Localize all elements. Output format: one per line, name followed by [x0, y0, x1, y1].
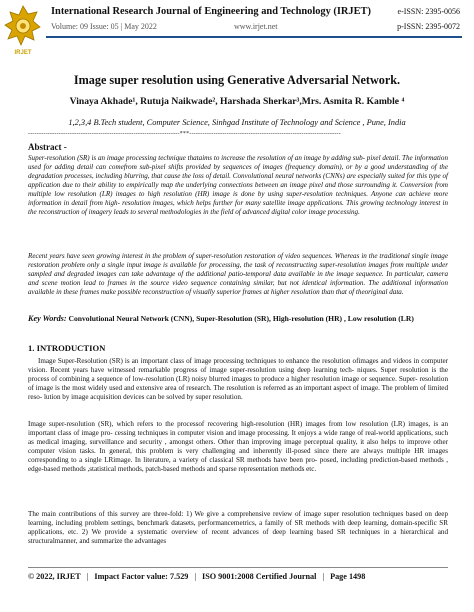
- page-footer: [28, 572, 448, 581]
- abstract-paragraph-2: Recent years have seen growing interest in the problem of super-resolution restoration of video sequences. Whereas in the traditional single image restoration problem only a single input image is available for processing, the task of reconstructing super-resolution images from multiple under sampled and degraded images can take advantage of the additional patio-temporal data available in the image sequence. In particular, camera and scene motion lead to frames in the source video sequence containing similar, but not identical information. The additional information available in these frames make possible reconstruction of visually superior frames at higher resolution than that of theoriginal data.: [28, 252, 448, 297]
- footer-separator: |: [86, 572, 89, 581]
- footer-impact-factor: Impact Factor value: 7.529: [94, 572, 189, 581]
- p-issn: p-ISSN: 2395-0072: [397, 22, 460, 31]
- intro-paragraph-3: The main contributions of this survey are three-fold: 1) We give a comprehensive review of image super resolution techniques based on deep learning, including problem settings, benchmark datasets, performancemetrics, a family of SR methods with deep learning, domain-specific SR applications, etc. 2) We provide a systematic overview of recent advances of deep learning based SR techniques in a hierarchical and structuralmanner, and summarize the advantages: [28, 510, 448, 546]
- abstract-paragraph-1: Super-resolution (SR) is an image processing technique thataims to increase the resolution of an image by adding sub- pixel detail. The information used for adding detail can comefrom sub-pixel shifts provided by sequences of images (frequency domain), or by a good understanding of the degradation processes, including blurring, that cause the loss of detail. Convolutional neural networks (CNNs) are especially suited for this type of application due to their ability to empirically map the underlying connections between an image pixel and those surrounding it. Conversion from multiple low resolution (LR) images to high resolution (HR) image is done by using super-resolution techniques. Anyone can achieve more information in detail from high- resolution images, which helps further for many satellite image applications. This growing technology interest in the reconstruction of imagery leads to several methodologies in the field of advanced digital color image processing.: [28, 154, 448, 217]
- abstract-heading: Abstract -: [28, 142, 67, 152]
- footer-copyright: © 2022, IRJET: [28, 572, 81, 581]
- irjet-logo-icon: [4, 4, 42, 48]
- keywords: [28, 314, 448, 324]
- e-issn: e-ISSN: 2395-0056: [397, 7, 460, 16]
- journal-website-link[interactable]: www.irjet.net: [234, 22, 278, 31]
- footer-page-number: Page 1498: [330, 572, 366, 581]
- footer-iso: ISO 9001:2008 Certified Journal: [202, 572, 317, 581]
- keywords-label: Key Words:: [28, 314, 67, 323]
- affiliation: 1,2,3,4 B.Tech student, Computer Science, Sinhgad Institute of Technology and Science , Pune, India: [68, 118, 406, 127]
- journal-header: [0, 0, 474, 66]
- keywords-text: Convolutional Neural Network (CNN), Super-Resolution (SR), High-resolution (HR) , Low resolution (LR): [66, 314, 414, 323]
- intro-paragraph-1: Image Super-Resolution (SR) is an important class of image processing techniques to enhance the resolution ofimages and videos in computer vision. Recent years have witnessed remarkable progress of image super-resolution using deep learning tech- niques. Super resolution is the process of combining a sequence of low-resolution (LR) noisy blurred images to produce a higher resolution image or sequence. Super- resolution of image is the most widely used and extensive area of research. The resolution is referred as an important aspect of image. The problem of limited reso- lution by image acquisition devices can be solved by super resolution.: [28, 357, 448, 402]
- header-divider: [46, 36, 462, 38]
- section-separator: ---------------------------------------------------------------------***---------------------------------------------------------------------: [28, 131, 341, 137]
- volume-issue: Volume: 09 Issue: 05 | May 2022: [51, 22, 157, 31]
- intro-paragraph-2: Image super-resolution (SR), which refers to the processof recovering high-resolution (HR) images from low resolution (LR) images, is an important class of image pro- cessing techniques in computer vision and image processing. It enjoys a wide range of real-world applications, such as medical imaging, surveillance and security , amongst others. Other than improving image perceptual quality, it also helps to improve other computer vision tasks. In general, this problem is very challenging and inherently ill-posed since there are always multiple HR images corresponding to a single LRimage. In literature, a variety of classical SR methods have been pro- posed, including prediction-based methods , edge-based methods ,statistical methods, patch-based methods and sparse representation methods etc.: [28, 420, 448, 474]
- footer-separator: |: [194, 572, 197, 581]
- paper-title: Image super resolution using Generative Adversarial Network.: [73, 73, 401, 87]
- journal-title: International Research Journal of Engineering and Technology (IRJET): [51, 6, 371, 17]
- author-list: Vinaya Akhade¹, Rutuja Naikwade², Harshada Sherkar³,Mrs. Asmita R. Kamble ⁴: [69, 96, 405, 107]
- section-heading-introduction: 1. INTRODUCTION: [28, 343, 106, 353]
- footer-divider: [28, 567, 448, 568]
- logo-text: IRJET: [14, 50, 32, 56]
- footer-separator: |: [322, 572, 325, 581]
